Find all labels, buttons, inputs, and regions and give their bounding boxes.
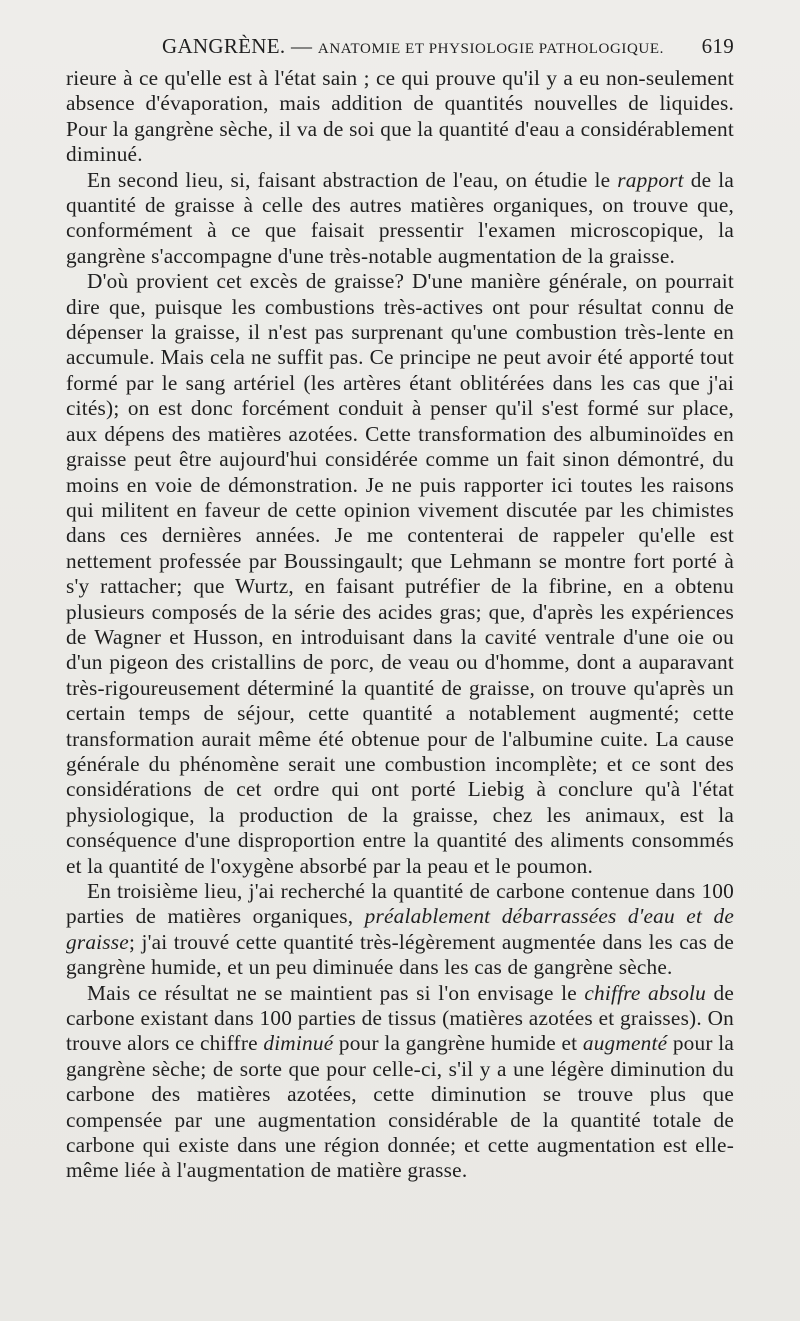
running-header [66,30,734,60]
paragraph [66,168,734,270]
running-title [162,34,664,59]
running-title-sub: ANATOMIE ET PHYSIOLOGIE PATHOLOGIQUE. [317,41,664,57]
italic-segment: chiffre absolu [584,980,707,1005]
text-segment: pour la gangrène sèche; de sorte que pour celle-ci, s'il y a une légère diminution du carbone des matières azotées, cette diminution se trouve plus que compensée par une augmentation considérable de la quantité totale de carbone qui existe dans une région donnée; et cette augmentation est elle-même liée à l'augmentation de matière grasse. [66,1031,735,1183]
text-segment: En troisième lieu, j'ai recherché la quantité de carbone contenue dans 100 parties de matières organiques, [66,879,734,929]
paragraph [66,269,734,879]
text-segment: En second lieu, si, faisant abstraction de l'eau, on étudie le [87,167,618,192]
paragraph [66,981,734,1184]
italic-segment: diminué [263,1031,334,1056]
text-segment: rieure à ce qu'elle est à l'état sain ; ce qui prouve qu'il y a eu non-seulement absence d'évaporation, mais addition de quantités nouvelles de liquides. Pour la gangrène sèche, il va de soi que la quantité d'eau a considérablement diminué. [66,66,734,167]
text-segment: Mais ce résultat ne se maintient pas si l'on envisage le [87,980,585,1005]
running-title-main: GANGRÈNE. [162,34,286,58]
paragraph [66,879,734,981]
text-segment: pour la gangrène humide et [333,1031,583,1056]
text-segment: de carbone existant dans 100 parties de tissus (matières azotées et graisses). On trouve alors ce chiffre [66,980,734,1056]
text-segment: D'où provient cet excès de graisse? D'une manière générale, on pourrait dire que, puisque les combustions très-actives ont pour résultat connu de dépenser la graisse, il n'est pas surprenant qu'une combustion très-lente en accumule. Mais cela ne suffit pas. Ce principe ne peut avoir été apporté tout formé par le sang artériel (les artères étant oblitérées dans les cas que j'ai cités); on est donc forcément conduit à penser qu'il s'est formé sur place, aux dépens des matières azotées. Cette transformation des albuminoïdes en graisse peut être aujourd'hui considérée comme un fait sinon démontré, du moins en voie de démonstration. Je ne puis rapporter ici toutes les raisons qui militent en faveur de cette opinion vivement discutée par les chimistes dans ces dernières années. Je me contenterai de rappeler qu'elle est nettement professée par Boussingault; que Lehmann se montre fort porté à s'y rattacher; que Wurtz, en faisant putréfier de la fibrine, en a obtenu plusieurs composés de la série des acides gras; que, d'après les expériences de Wagner et Husson, en introduisant dans la cavité ventrale d'une oie ou d'un pigeon des cristallins de porc, de veau ou d'homme, dont a auparavant très-rigoureusement déterminé la quantité de graisse, on trouve qu'après un certain temps de séjour, cette quantité a notablement augmenté; cette transformation aurait même été obtenue pour de l'albumine cuite. La cause générale du phénomène serait une combustion incomplète; et ce sont des considérations de cet ordre qui ont porté Liebig à conclure qu'à l'état physiologique, la production de la graisse, chez les animaux, est la conséquence d'une disproportion entre la quantité des aliments consommés et la quantité de l'oxygène absorbé par la peau et le poumon. [66,269,734,878]
text-segment: de la quantité de graisse à celle des autres matières organiques, on trouve que, conformément à ce que faisait pressentir l'examen microscopique, la gangrène s'accompagne d'une très-notable augmentation de la graisse. [66,167,734,268]
italic-segment: augmenté [582,1031,668,1056]
page-number: 619 [701,34,734,58]
paragraph [66,66,734,168]
text-segment: ; j'ai trouvé cette quantité très-légèrement augmentée dans les cas de gangrène humide, et un peu diminuée dans les cas de gangrène sèche. [66,929,734,980]
body-text [66,66,734,1184]
italic-segment: préalablement débarrassées d'eau et de graisse [66,904,734,954]
running-title-dash: — [291,34,313,58]
italic-segment: rapport [617,167,684,192]
